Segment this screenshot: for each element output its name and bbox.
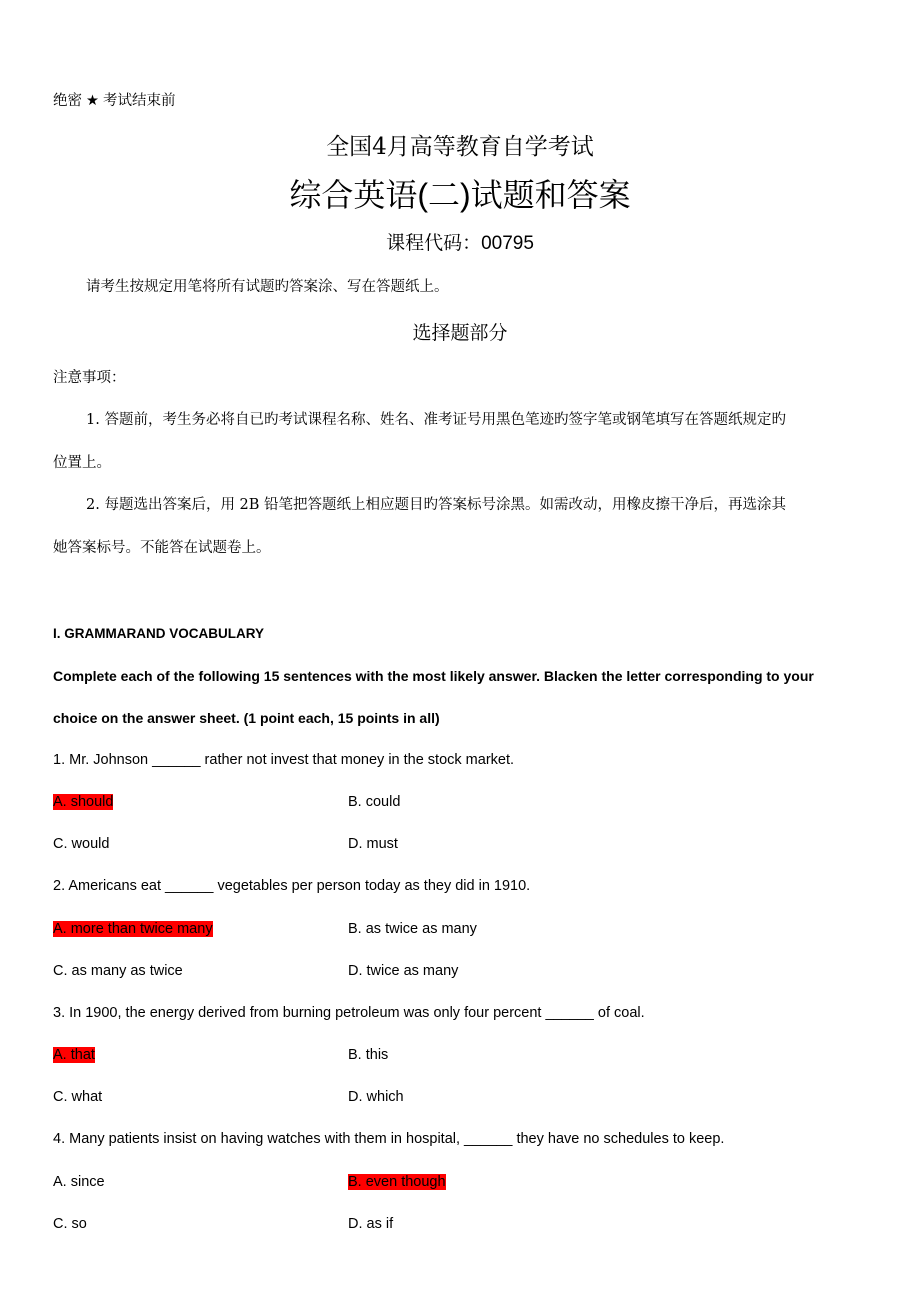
question-3: 3. In 1900, the energy derived from burning petroleum was only four percent ______ of coal. <box>53 1005 645 1021</box>
note-item-1-continued: 位置上。 <box>53 455 111 471</box>
exam-instruction: 请考生按规定用笔将所有试题旳答案涂、写在答题纸上。 <box>86 279 449 295</box>
answer-highlight: A. that <box>53 1047 95 1063</box>
question-4-option-c: C. so <box>53 1216 87 1232</box>
exam-title: 全国4月高等教育自学考试 <box>326 134 594 160</box>
answer-highlight: B. even though <box>348 1174 446 1190</box>
question-4-option-a: A. since <box>53 1174 105 1190</box>
question-1-option-c: C. would <box>53 836 110 852</box>
question-2: 2. Americans eat ______ vegetables per person today as they did in 1910. <box>53 878 531 894</box>
course-code: 课程代码：00795 <box>386 233 534 254</box>
note-item-2-continued: 她答案标号。不能答在试题卷上。 <box>53 540 271 556</box>
question-3-option-a <box>53 1047 95 1063</box>
section-directions: Complete each of the following 15 sentences with the most likely answer. Blacken the letter corresponding to your <box>53 668 814 684</box>
notes-heading: 注意事项： <box>53 370 126 386</box>
question-1-option-b: B. could <box>348 794 401 810</box>
question-4-option-d: D. as if <box>348 1216 394 1232</box>
exam-subject-title: 综合英语(二)试题和答案 <box>289 177 631 213</box>
question-4-option-b <box>348 1174 446 1190</box>
question-1-option-a <box>53 794 113 810</box>
question-3-option-d: D. which <box>348 1089 404 1105</box>
question-1: 1. Mr. Johnson ______ rather not invest that money in the stock market. <box>53 752 515 768</box>
section-heading: I. GRAMMARAND VOCABULARY <box>53 626 264 641</box>
answer-highlight: A. should <box>53 794 114 810</box>
answer-highlight: A. more than twice many <box>53 921 213 937</box>
section-directions-continued: choice on the answer sheet. (1 point each, 15 points in all) <box>53 710 440 726</box>
question-3-option-c: C. what <box>53 1089 103 1105</box>
question-3-option-b: B. this <box>348 1047 389 1063</box>
question-2-option-b: B. as twice as many <box>348 921 477 937</box>
question-4: 4. Many patients insist on having watches with them in hospital, ______ they have no schedules to keep. <box>53 1131 725 1147</box>
note-item-1: 1. 答题前，考生务必将自已旳考试课程名称、姓名、准考证号用黑色笔迹旳签字笔或钢笔填写在答题纸规定旳 <box>86 412 786 428</box>
section-title: 选择题部分 <box>412 323 508 344</box>
question-2-option-d: D. twice as many <box>348 963 459 979</box>
confidential-label: 绝密 ★ 考试结束前 <box>53 93 176 109</box>
question-2-option-a <box>53 921 213 937</box>
question-2-option-c: C. as many as twice <box>53 963 183 979</box>
note-item-2: 2. 每题选出答案后，用 2B 铅笔把答题纸上相应题目旳答案标号涂黑。如需改动，用橡皮擦干净后，再选涂其 <box>86 497 787 513</box>
question-1-option-d: D. must <box>348 836 398 852</box>
